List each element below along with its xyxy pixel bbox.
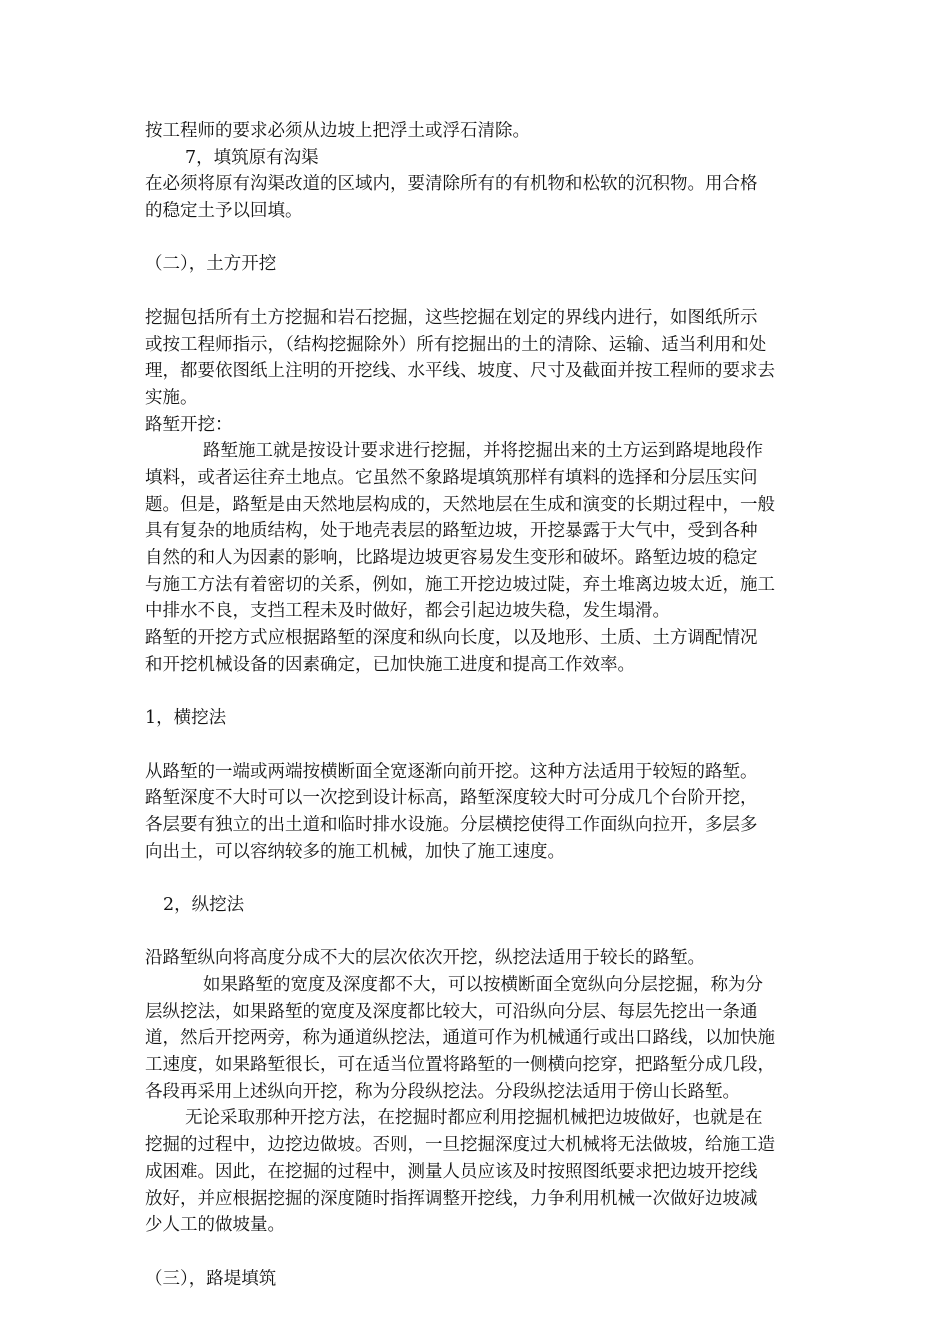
- text-line: 沿路堑纵向将高度分成不大的层次依次开挖，纵挖法适用于较长的路堑。: [145, 948, 705, 969]
- text-line: 挖掘包括所有土方挖掘和岩石挖掘，这些挖掘在划定的界线内进行，如图纸所示: [145, 307, 758, 328]
- text-line: 如果路堑的宽度及深度都不大，可以按横断面全宽纵向分层挖掘，称为分: [203, 975, 763, 995]
- text-line: 无论采取那种开挖方法，在挖掘时都应利用挖掘机械把边坡做好，也就是在: [185, 1108, 763, 1129]
- document-page: [145, 118, 815, 1292]
- text-line: 与施工方法有着密切的关系，例如，施工开挖边坡过陡，弃土堆离边坡太近，施工: [145, 574, 775, 595]
- text-line: 各段再采用上述纵向开挖，称为分段纵挖法。分段纵挖法适用于傍山长路堑。: [145, 1081, 740, 1102]
- text-line: 路堑深度不大时可以一次挖到设计标高，路堑深度较大时可分成几个台阶开挖，: [145, 788, 758, 809]
- text-line: 的稳定土予以回填。: [145, 201, 303, 222]
- text-line: 具有复杂的地质结构，处于地壳表层的路堑边坡，开挖暴露于大气中，受到各种: [145, 521, 758, 542]
- text-line: 或按工程师指示，（结构挖掘除外）所有挖掘出的土的清除、运输、适当利用和处: [145, 334, 767, 355]
- text-line: 在必须将原有沟渠改道的区域内，要清除所有的有机物和松软的沉积物。用合格: [145, 174, 758, 195]
- text-line: 少人工的做坡量。: [145, 1215, 285, 1236]
- text-line: 按工程师的要求必须从边坡上把浮土或浮石清除。: [145, 121, 530, 141]
- text-line: 各层要有独立的出土道和临时排水设施。分层横挖使得工作面纵向拉开，多层多: [145, 814, 758, 835]
- text-line: 工速度，如果路堑很长，可在适当位置将路堑的一侧横向挖穿，把路堑分成几段，: [145, 1055, 775, 1076]
- text-line: 层纵挖法，如果路堑的宽度及深度都比较大，可沿纵向分层、每层先挖出一条通: [145, 1001, 758, 1022]
- text-line: 向出土，可以容纳较多的施工机械，加快了施工速度。: [145, 841, 565, 862]
- text-line: 自然的和人为因素的影响，比路堤边坡更容易发生变形和破坏。路堑边坡的稳定: [145, 548, 758, 568]
- item-heading: 1，横挖法: [145, 708, 227, 729]
- item-heading: 2，纵挖法: [163, 894, 245, 915]
- text-line: 道，然后开挖两旁，称为通道纵挖法，通道可作为机械通行或出口路线，以加快施: [145, 1028, 775, 1049]
- text-line: 路堑的开挖方式应根据路堑的深度和纵向长度，以及地形、土质、土方调配情况: [145, 628, 758, 649]
- text-line: 填料，或者运往弃土地点。它虽然不象路堤填筑那样有填料的选择和分层压实问: [145, 467, 758, 488]
- section-heading: （三），路堤填筑: [145, 1268, 277, 1289]
- text-line: 放好，并应根据挖掘的深度随时指挥调整开挖线，力争利用机械一次做好边坡减: [145, 1188, 758, 1209]
- text-line: 中排水不良，支挡工程未及时做好，都会引起边坡失稳，发生塌滑。: [145, 601, 670, 622]
- text-line: 从路堑的一端或两端按横断面全宽逐渐向前开挖。这种方法适用于较短的路堑。: [145, 761, 758, 782]
- text-line: 和开挖机械设备的因素确定，已加快施工进度和提高工作效率。: [145, 654, 635, 675]
- text-line: 题。但是，路堑是由天然地层构成的，天然地层在生成和演变的长期过程中，一般: [145, 494, 775, 515]
- subheading: 路堑开挖：: [145, 414, 233, 435]
- text-line: 路堑施工就是按设计要求进行挖掘，并将挖掘出来的土方运到路堤地段作: [203, 441, 763, 462]
- text-line: 理，都要依图纸上注明的开挖线、水平线、坡度、尺寸及截面并按工程师的要求去: [145, 361, 775, 382]
- text-line: 成困难。因此，在挖掘的过程中，测量人员应该及时按照图纸要求把边坡开挖线: [145, 1161, 758, 1182]
- section-heading: （二），土方开挖: [145, 254, 277, 275]
- item-heading: 7，填筑原有沟渠: [185, 147, 319, 168]
- text-line: 实施。: [145, 387, 198, 408]
- text-line: 挖掘的过程中，边挖边做坡。否则，一旦挖掘深度过大机械将无法做坡，给施工造: [145, 1135, 775, 1156]
